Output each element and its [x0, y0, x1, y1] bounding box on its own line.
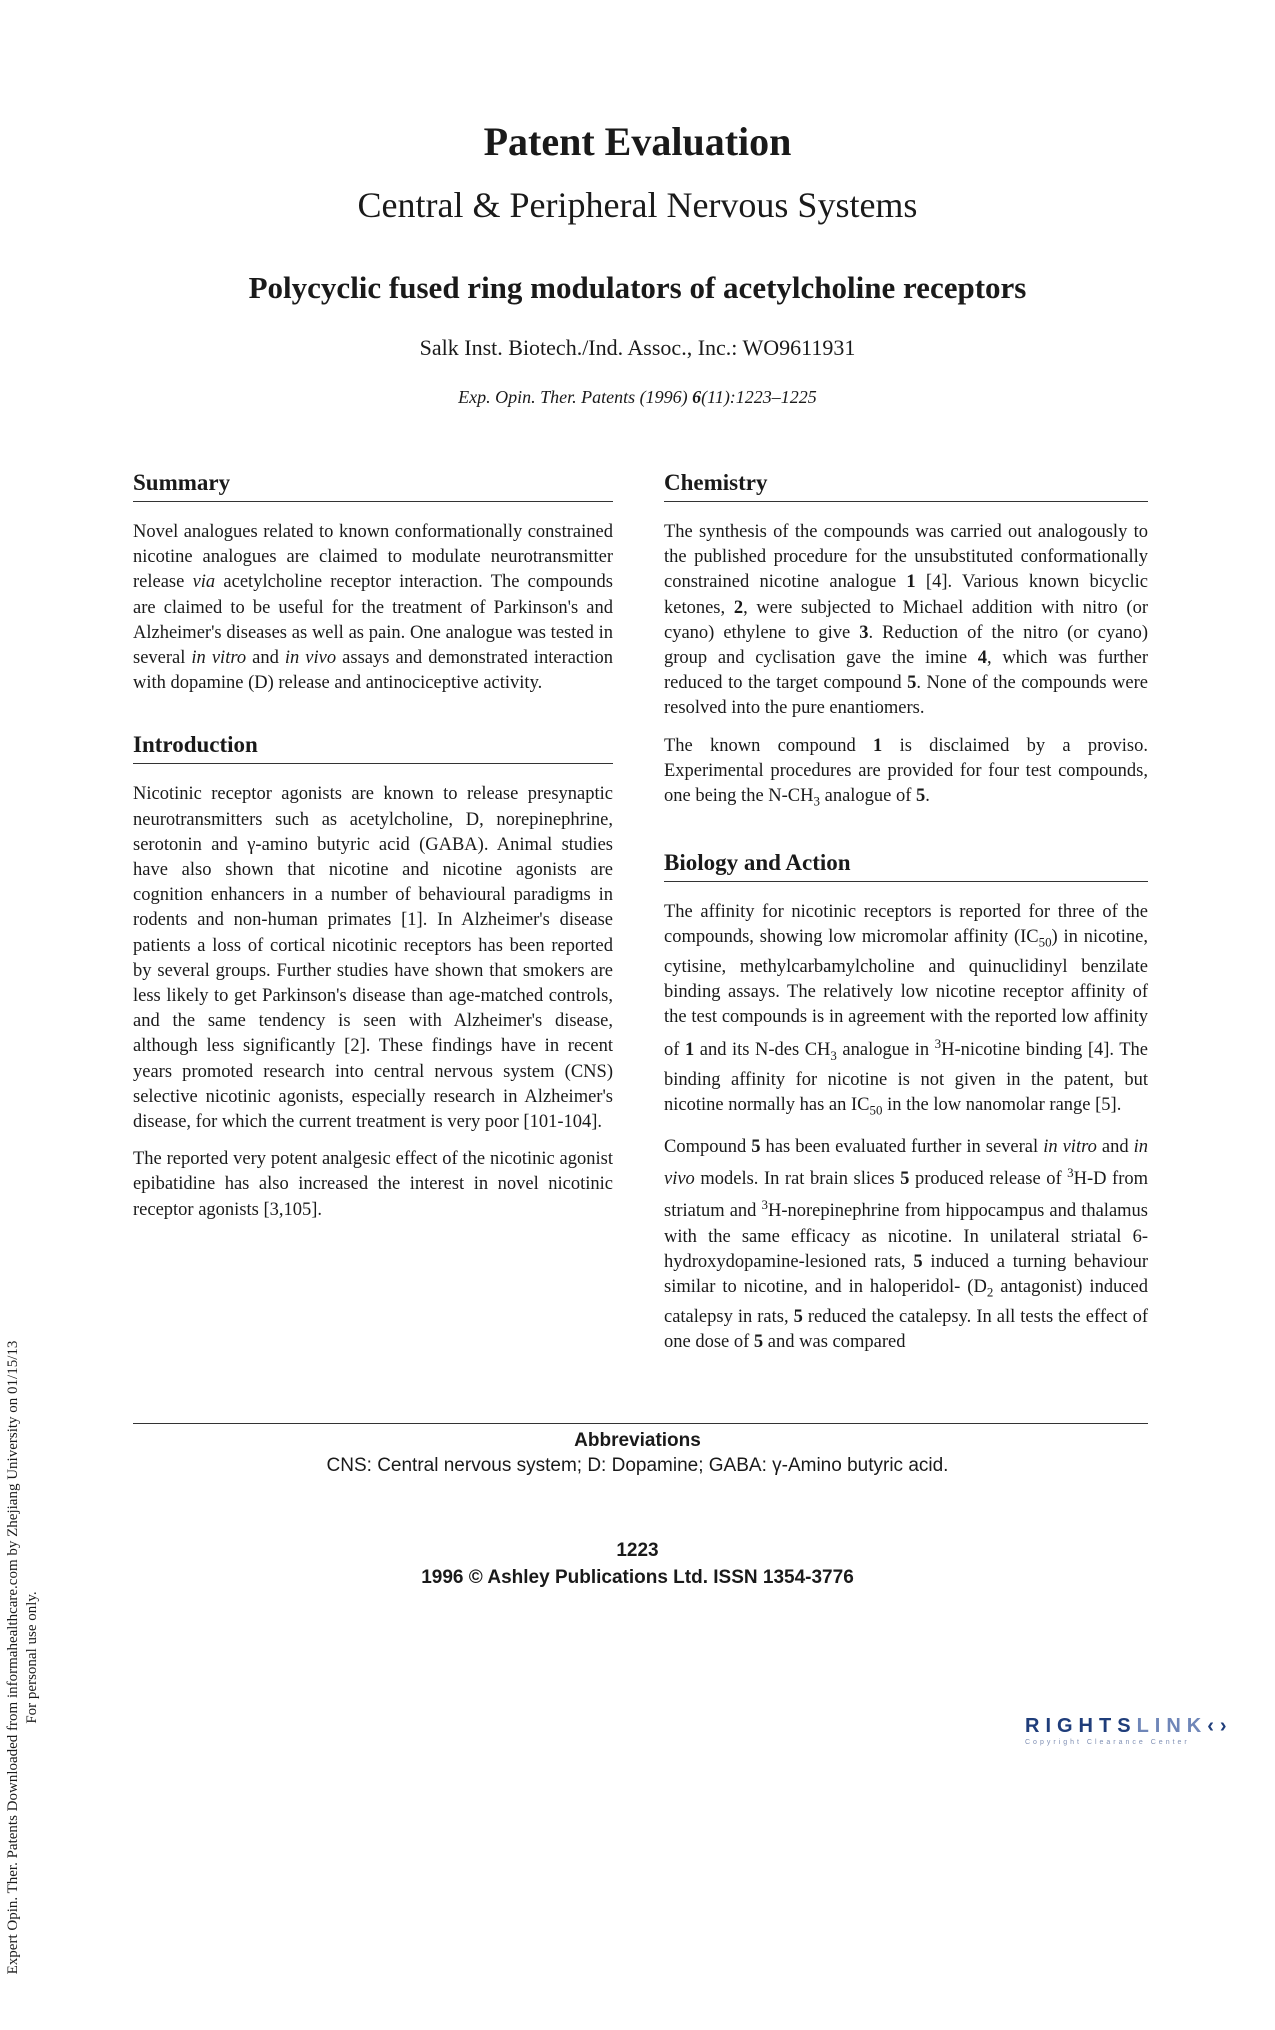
article-assignee: Salk Inst. Biotech./Ind. Assoc., Inc.: WO9611931: [419, 335, 856, 360]
summary-paragraph: Novel analogues related to known conformationally constrained nicotine analogues are claimed to modulate neurotransmitter release via acetylcholine receptor interaction. The compounds are claimed to be useful for the treatment of Parkinson's and Alzheimer's diseases as well as pain. One analogue was tested in several in vitro and in vivo assays and demonstrated interaction with dopamine (D) release and antinociceptive activity.: [133, 522, 613, 694]
rightslink-wordmark: RIGHTSLINK‹›: [1025, 1715, 1233, 1737]
chemistry-paragraph-1: The synthesis of the compounds was carried out analogously to the published procedure for the unsubstituted conformationally constrained nicotine analogue 1 [4]. Various known bicyclic ketones, 2, were subjected to Michael addition with nitro (or cyano) ethylene to give 3. Reduction of the nitro (or cyano) group and cyclisation gave the imine 4, which was further reduced to the target compound 5. None of the compounds were resolved into the pure enantiomers.: [664, 522, 1149, 719]
chemistry-heading: Chemistry: [664, 470, 1148, 502]
introduction-paragraph-2: The reported very potent analgesic effect of the nicotinic agonist epibatidine has also increased the interest in novel nicotinic receptor agonists [3,105].: [133, 1149, 613, 1220]
abbreviations-text: CNS: Central nervous system; D: Dopamine; GABA: γ-Amino butyric acid.: [326, 1455, 949, 1476]
citation-journal: Exp. Opin. Ther. Patents (1996): [458, 387, 693, 407]
article-citation: [0, 387, 1275, 408]
citation-issue-pages: (11):1223–1225: [701, 387, 817, 407]
chevron-icon: ‹›: [1207, 1715, 1233, 1737]
biology-paragraph-1: The affinity for nicotinic receptors is reported for three of the compounds, showing low micromolar affinity $(IC_{50})$ in nicotine, cytisine, methylcarbamylcholine and quinuclidinyl benzilate binding assays. The relatively low nicotine receptor affinity of the test compounds is in agreement with the reported low affinity of 1 and its N-des $CH_3$ analogue in $^3$H-nicotine binding [4]. The binding affinity for nicotine is not given in the patent, but nicotine normally has an $IC_{50}$ in the low nanomolar range [5].: [664, 901, 1148, 1118]
left-column: [133, 470, 613, 1235]
citation-volume: 6: [692, 387, 702, 407]
download-notice: [4, 540, 40, 1975]
introduction-heading: Introduction: [133, 732, 613, 764]
biology-paragraph-2: Compound 5 has been evaluated further in several in vitro and in vivo models. In rat brain slices 5 produced release of $^3$H-D from striatum and $^3$H-norepinephrine from hippocampus and thalamus with the same efficacy as nicotine. In unilateral striatal 6-hydroxydopamine-lesioned rats, 5 induced a turning behaviour similar to nicotine, and in haloperidol- ($D_2$ antagonist) induced catalepsy in rats, 5 reduced the catalepsy. In all tests the effect of one dose of 5 and was compared: [664, 1136, 1149, 1353]
copyright-line: 1996 © Ashley Publications Ltd. ISSN 1354-3776: [421, 1567, 854, 1588]
right-column: [664, 470, 1148, 1367]
chemistry-paragraph-2: The known compound 1 is disclaimed by a proviso. Experimental procedures are provided for four test compounds, one being the $N-CH_3$ analogue of 5.: [664, 735, 1148, 809]
summary-heading: Summary: [133, 470, 613, 502]
footer-divider: [133, 1423, 1148, 1424]
download-notice-line2: For personal use only.: [24, 1591, 40, 1724]
rightslink-logo[interactable]: [1025, 1715, 1255, 1755]
journal-section-title: Patent Evaluation: [483, 119, 792, 164]
abbreviations-heading: Abbreviations: [574, 1430, 701, 1451]
biology-heading: Biology and Action: [664, 850, 1148, 882]
journal-section-subtitle: Central & Peripheral Nervous Systems: [357, 185, 918, 225]
rightslink-tagline: Copyright Clearance Center: [1025, 1739, 1190, 1746]
page-number: 1223: [616, 1540, 659, 1561]
download-notice-line1: Expert Opin. Ther. Patents Downloaded from informahealthcare.com by Zhejiang University on 01/15/13: [5, 1340, 21, 1975]
introduction-paragraph-1: Nicotinic receptor agonists are known to release presynaptic neurotransmitters such as acetylcholine, D, norepinephrine, serotonin and γ-amino butyric acid (GABA). Animal studies have also shown that nicotine and nicotine agonists are cognition enhancers in a number of behavioural paradigms in rodents and non-human primates [1]. In Alzheimer's disease patients a loss of cortical nicotinic receptors has been reported by several groups. Further studies have shown that smokers are less likely to get Parkinson's disease than age-matched controls, and the same tendency is seen with Alzheimer's disease, although less significantly [2]. These findings have in recent years promoted research into central nervous system (CNS) selective nicotinic agonists, especially research in Alzheimer's disease, for which the current treatment is very poor [101-104].: [133, 784, 613, 1133]
article-title: Polycyclic fused ring modulators of acetylcholine receptors: [248, 270, 1027, 305]
